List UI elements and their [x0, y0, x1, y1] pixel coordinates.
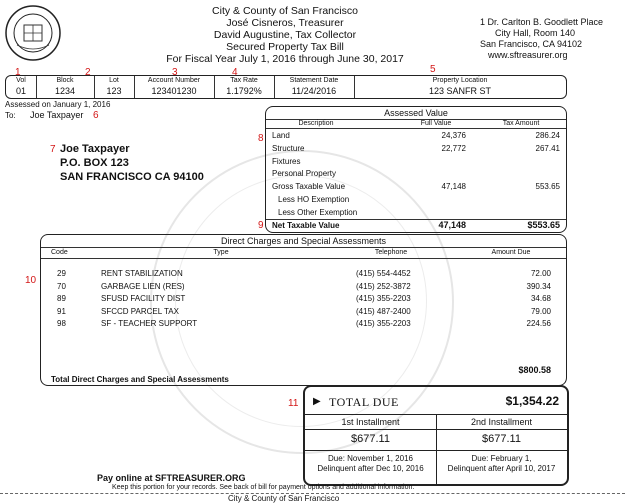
dc-header-telephone: Telephone	[374, 249, 408, 256]
dc-row-amount: 79.00	[530, 306, 551, 316]
pay-online: Pay online at SFTREASURER.ORG	[97, 473, 246, 483]
parcel-header-statement-date: Statement Date	[289, 77, 339, 84]
parcel-location: 123 SANFR ST	[428, 86, 492, 96]
av-row-desc: Structure	[272, 143, 305, 153]
second-due-date: Due: February 1,	[471, 454, 532, 463]
dc-header-type: Type	[213, 249, 229, 256]
dc-header-amount-due: Amount Due	[491, 249, 531, 256]
parcel-header-vol: Vol	[16, 77, 26, 84]
dc-row-amount: 34.68	[530, 294, 551, 303]
second-delinquent-date: Delinquent after April 10, 2017	[447, 464, 556, 473]
dc-row-telephone: (415) 487-2400	[356, 306, 411, 316]
first-due-date: Due: November 1, 2016	[328, 454, 413, 463]
marker-2: 2	[85, 67, 91, 78]
av-row-full: 47,148	[441, 182, 466, 192]
dc-row-amount: 390.34	[526, 281, 551, 291]
bottom-cut-text: City & County of San Francisco	[228, 494, 340, 503]
dc-row-type: GARBAGE LIEN (RES)	[101, 281, 185, 291]
marker-8: 8	[258, 133, 264, 144]
header-treasurer: José Cisneros, Treasurer	[226, 17, 344, 29]
dc-row-telephone: (415) 554-4452	[356, 269, 411, 278]
total-due-amount: $1,354.22	[505, 394, 559, 408]
direct-charges-box	[40, 234, 567, 386]
dc-total-label: Total Direct Charges and Special Assessments	[51, 375, 229, 384]
dc-row-telephone: (415) 252-3872	[356, 281, 411, 291]
av-row-desc: Land	[272, 131, 290, 140]
second-installment-label: 2nd Installment	[470, 417, 533, 427]
mailing-line1: P.O. BOX 123	[60, 157, 129, 169]
header-fiscal-year: For Fiscal Year July 1, 2016 through June 30, 2017	[166, 53, 404, 65]
to-name: Joe Taxpayer	[30, 110, 84, 120]
header-bill-title: Secured Property Tax Bill	[226, 41, 344, 53]
to-label: To:	[5, 111, 16, 120]
parcel-header-lot: Lot	[109, 77, 119, 84]
mailing-name: Joe Taxpayer	[60, 143, 130, 155]
av-row-full: 24,376	[441, 131, 466, 140]
av-row-desc: Gross Taxable Value	[272, 182, 346, 192]
first-delinquent-date: Delinquent after Dec 10, 2016	[317, 464, 424, 473]
dc-row-amount: 72.00	[530, 269, 551, 278]
marker-3: 3	[172, 67, 178, 78]
parcel-statement-date: 11/24/2016	[291, 86, 337, 96]
parcel-header-location: Property Location	[432, 77, 488, 84]
address-line2: City Hall, Room 140	[495, 28, 576, 38]
header-city: City & County of San Francisco	[212, 5, 358, 17]
assessed-on: Assessed on January 1, 2016	[5, 100, 111, 109]
av-row-desc: Less Other Exemption	[278, 207, 358, 217]
assessed-value-title: Assessed Value	[384, 108, 448, 118]
av-row-tax: 286.24	[535, 131, 560, 140]
parcel-block: 1234	[54, 86, 76, 96]
assessed-value-box	[265, 106, 567, 233]
address-website: www.sftreasurer.org	[488, 50, 568, 60]
parcel-lot: 123	[106, 86, 122, 96]
second-installment-amount: $677.11	[482, 433, 521, 445]
marker-11: 11	[288, 398, 299, 409]
total-due-label: TOTAL DUE	[329, 395, 399, 409]
parcel-header-block: Block	[56, 77, 74, 84]
direct-charges-title: Direct Charges and Special Assessments	[220, 236, 387, 246]
av-row-desc: Personal Property	[272, 169, 337, 179]
dc-row-type: RENT STABILIZATION	[101, 269, 183, 278]
av-header-description: Description	[298, 120, 334, 127]
av-row-tax: 553.65	[535, 182, 560, 192]
marker-10: 10	[25, 275, 37, 286]
dc-total: $800.58	[518, 365, 551, 375]
dc-row-code: 89	[57, 294, 66, 303]
dc-row-amount: 224.56	[526, 319, 551, 328]
av-row-desc: Fixtures	[272, 156, 301, 166]
av-row-desc: Less HO Exemption	[278, 195, 350, 204]
parcel-header-account: Account Number	[147, 77, 201, 84]
address-line1: 1 Dr. Carlton B. Goodlett Place	[480, 17, 604, 27]
dc-row-type: SFCCD PARCEL TAX	[101, 306, 179, 316]
marker-1: 1	[15, 67, 21, 78]
parcel-account: 123401230	[151, 86, 197, 96]
marker-9: 9	[258, 220, 264, 231]
net-taxable-label: Net Taxable Value	[272, 221, 340, 230]
parcel-info-box	[5, 75, 567, 99]
marker-6: 6	[93, 110, 99, 121]
av-header-full-value: Full Value	[420, 120, 452, 127]
av-header-tax-amount: Tax Amount	[502, 120, 540, 127]
keep-portion-note: Keep this portion for your records. See back of bill for payment options and additional information.	[112, 484, 415, 491]
dc-row-telephone: (415) 355-2203	[356, 294, 411, 303]
av-row-full: 22,772	[441, 143, 466, 153]
mailing-line2: SAN FRANCISCO CA 94100	[60, 171, 204, 183]
dc-row-code: 29	[57, 269, 66, 278]
parcel-tax-rate: 1.1792%	[226, 86, 262, 96]
dc-row-type: SFUSD FACILITY DIST	[101, 294, 186, 303]
header-tax-collector: David Augustine, Tax Collector	[213, 29, 357, 41]
net-taxable-full: 47,148	[438, 220, 466, 230]
city-seal	[5, 5, 61, 61]
parcel-vol: 01	[15, 86, 26, 96]
net-taxable-tax: $553.65	[527, 220, 560, 230]
first-installment-label: 1st Installment	[341, 417, 400, 427]
marker-4: 4	[232, 67, 238, 78]
first-installment-amount: $677.11	[351, 433, 390, 445]
marker-5: 5	[430, 64, 436, 75]
dc-row-code: 98	[57, 319, 66, 328]
parcel-header-tax-rate: Tax Rate	[230, 77, 258, 84]
dc-row-code: 70	[57, 281, 66, 291]
play-arrow-icon: ▶	[313, 396, 321, 407]
dc-row-telephone: (415) 355-2203	[356, 319, 411, 328]
total-due-box	[303, 385, 569, 486]
av-row-tax: 267.41	[535, 143, 560, 153]
dc-header-code: Code	[51, 249, 68, 256]
marker-7: 7	[50, 144, 56, 155]
dc-row-type: SF - TEACHER SUPPORT	[101, 319, 198, 328]
dc-row-code: 91	[57, 306, 66, 316]
address-line3: San Francisco, CA 94102	[480, 39, 583, 49]
